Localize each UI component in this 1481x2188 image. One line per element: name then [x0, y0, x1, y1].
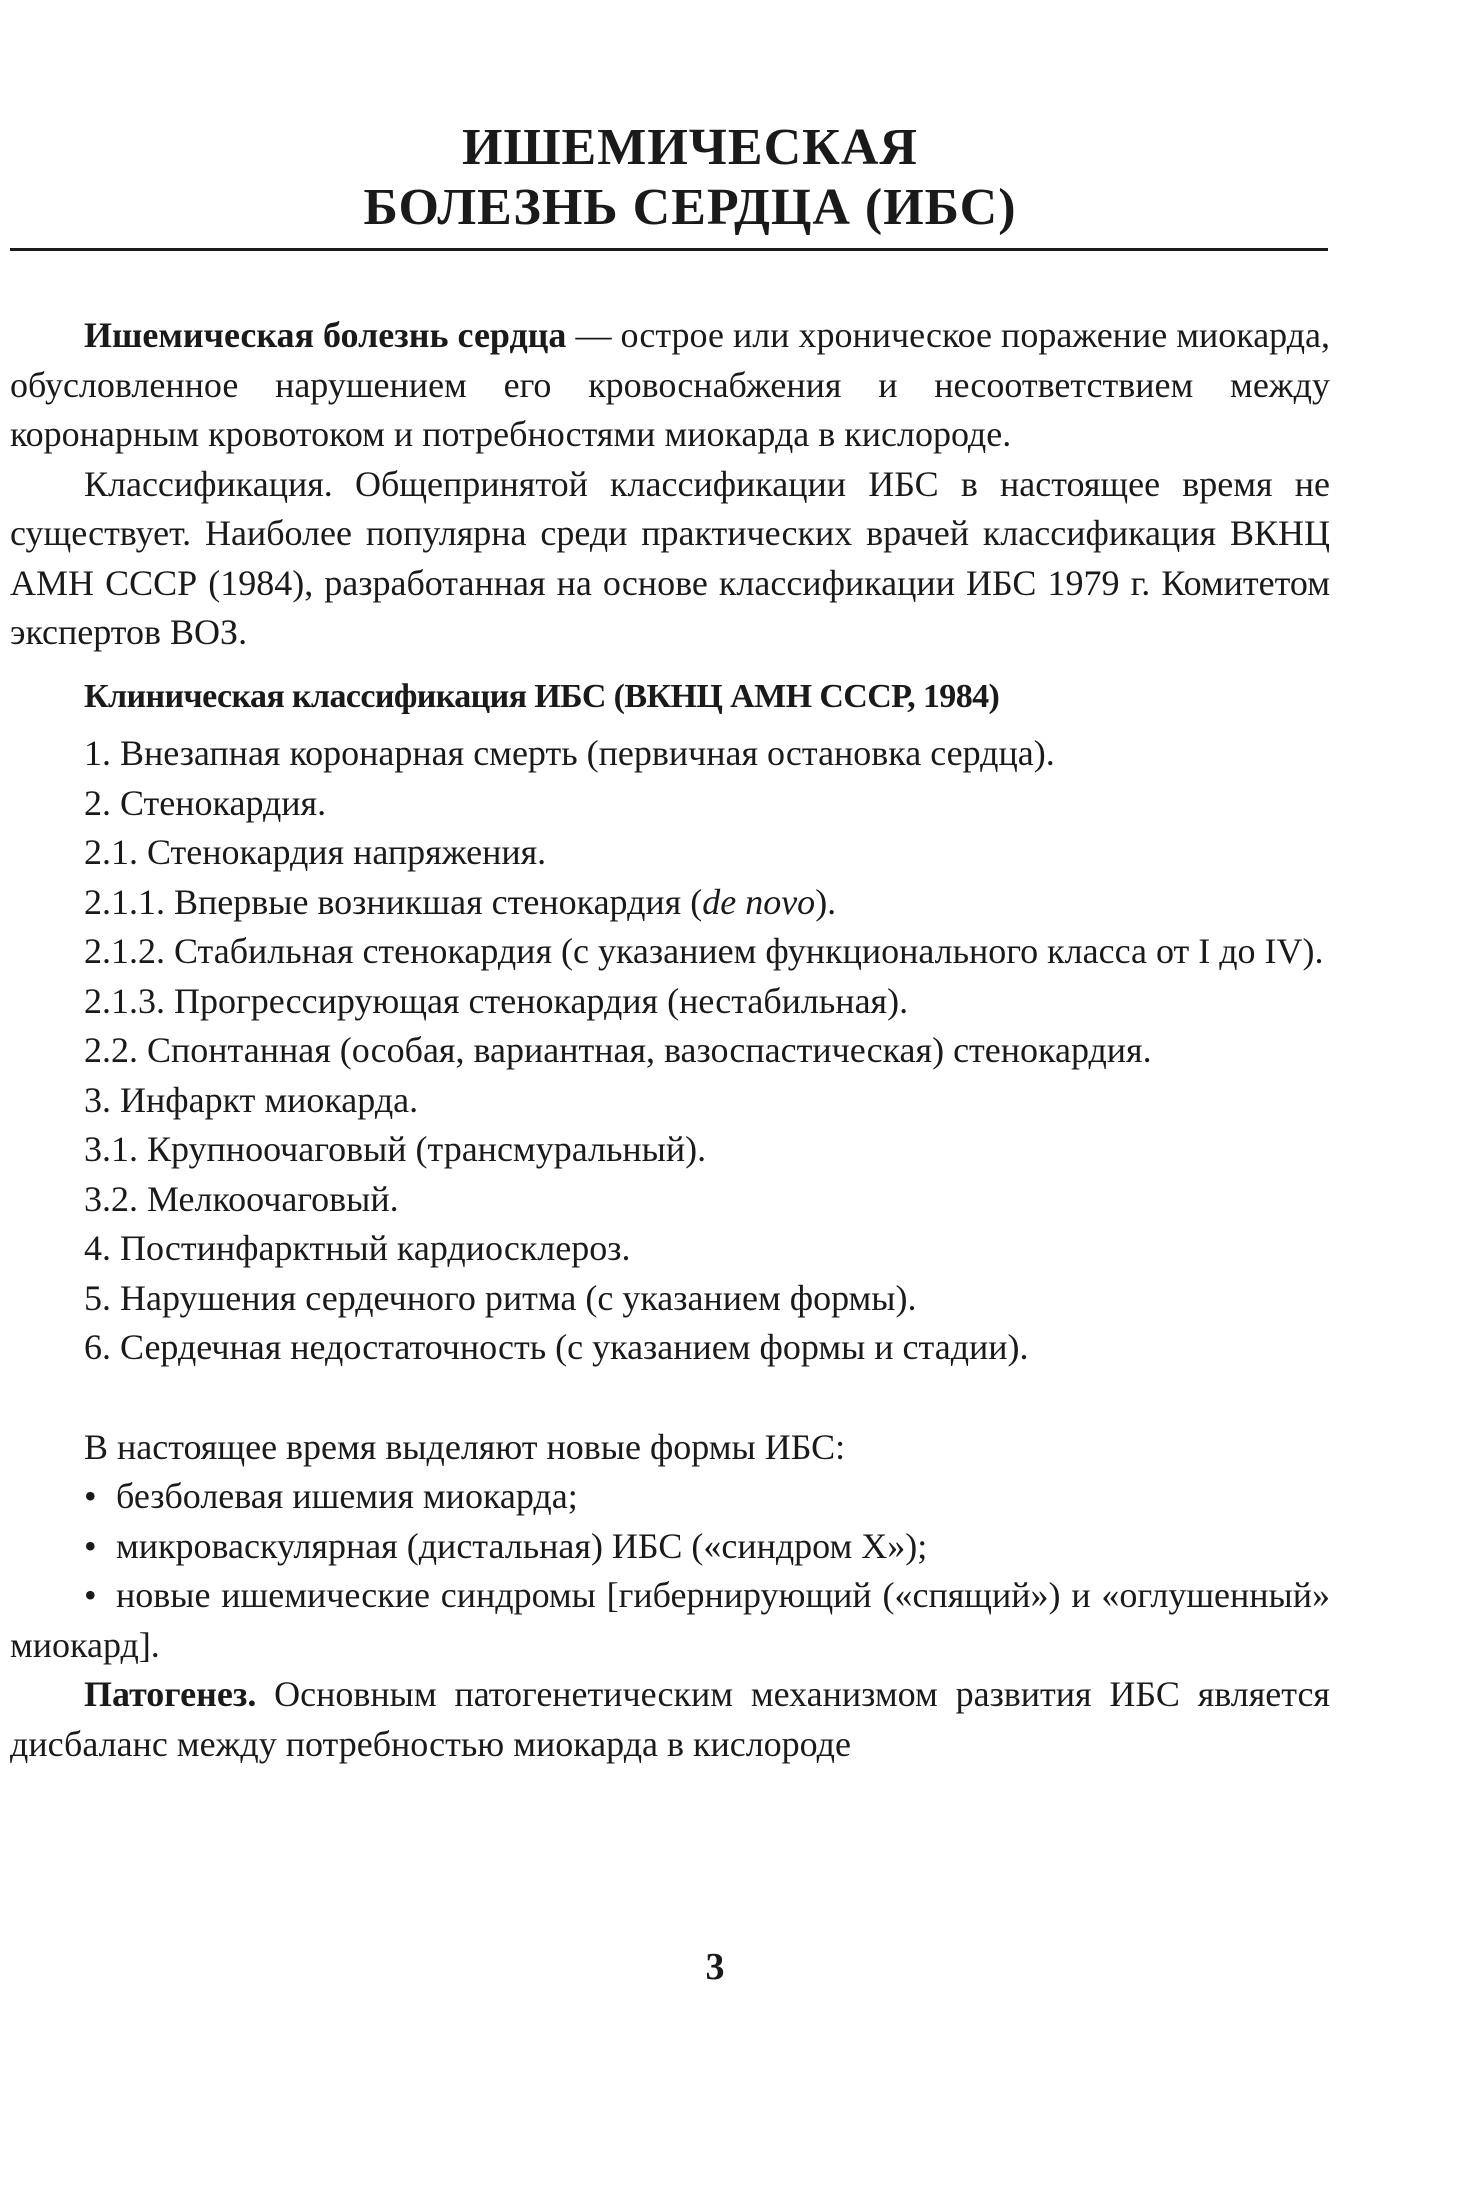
list-item: 2. Стенокардия.	[84, 782, 327, 823]
bullet-text: безболевая ишемия миокарда;	[116, 1476, 578, 1516]
list-item: 2.1.2. Стабильная стенокардия (с указанием функционального класса от I до IV).	[84, 931, 1324, 971]
new-forms-section	[10, 1423, 1330, 1671]
bullet-icon: •	[84, 1575, 97, 1615]
pathogenesis-text: Основным патогенетическим механизмом развития ИБС является дисбаланс между потребностью миокарда в кислороде	[10, 1674, 1330, 1764]
bullet-item	[10, 1571, 1330, 1670]
list-item: 1. Внезапная коронарная смерть (первичная остановка сердца).	[84, 733, 1055, 773]
classification-list	[10, 729, 1330, 1373]
list-item: 5. Нарушения сердечного ритма (с указанием формы).	[84, 1277, 917, 1318]
new-forms-intro: В настоящее время выделяют новые формы ИБС:	[84, 1426, 846, 1467]
list-item	[10, 878, 1330, 928]
list-item: 2.1.3. Прогрессирующая стенокардия (нестабильная).	[84, 980, 909, 1021]
definition-text: — острое или хроническое поражение миокарда, обусловленное нарушением его кровоснабжения и несоответствием между коронарным кровотоком и потребностями миокарда в кислороде.	[10, 315, 1330, 454]
spacer	[10, 1373, 1330, 1423]
list-item: 4. Постинфарктный кардиосклероз.	[84, 1228, 631, 1268]
classification-subheading: Клиническая классификация ИБС (ВКНЦ АМН СССР, 1984)	[84, 677, 1000, 715]
book-page	[10, 0, 1330, 1769]
list-item: 2.1. Стенокардия напряжения.	[84, 832, 547, 872]
list-item-suffix: ).	[815, 881, 837, 922]
list-item-prefix: 2.1.1. Впервые возникшая стенокардия (	[84, 881, 703, 922]
definition-paragraph	[10, 311, 1330, 460]
pathogenesis-term: Патогенез.	[84, 1674, 257, 1714]
title-divider	[10, 248, 1328, 251]
chapter-title-line-2: БОЛЕЗНЬ СЕРДЦА (ИБС)	[363, 179, 1017, 236]
definition-term: Ишемическая болезнь сердца	[84, 315, 567, 355]
bullet-icon: •	[84, 1476, 97, 1516]
list-item: 2.2. Спонтанная (особая, вариантная, вазоспастическая) стенокардия.	[84, 1030, 1152, 1070]
chapter-title-line-1: ИШЕМИЧЕСКАЯ	[462, 119, 918, 176]
list-item: 3.1. Крупноочаговый (трансмуральный).	[84, 1129, 707, 1169]
list-item: 6. Сердечная недостаточность (с указанием формы и стадии).	[84, 1327, 1029, 1367]
bullet-icon: •	[84, 1525, 97, 1566]
pathogenesis-paragraph	[10, 1670, 1330, 1769]
bullet-text: микроваскулярная (дистальная) ИБС («синдром X»);	[116, 1525, 928, 1566]
bullet-item	[10, 1472, 1330, 1522]
list-item: 3.2. Мелкоочаговый.	[84, 1178, 399, 1219]
list-item: 3. Инфаркт миокарда.	[84, 1079, 419, 1120]
page-number: 3	[705, 1946, 725, 1988]
list-item-latin-term: de novo	[702, 881, 816, 922]
bullet-item	[10, 1522, 1330, 1572]
chapter-title	[10, 0, 1330, 238]
bullet-text: новые ишемические синдромы [гибернирующий («спящий») и «оглушенный» миокард].	[10, 1575, 1330, 1665]
classification-paragraph: Классификация. Общепринятой классификации ИБС в настоящее время не существует. Наиболее популярна среди практических врачей классификация ВКНЦ АМН СССР (1984), разработанная на основе классификации ИБС 1979 г. Комитетом экспертов ВОЗ.	[10, 463, 1330, 652]
